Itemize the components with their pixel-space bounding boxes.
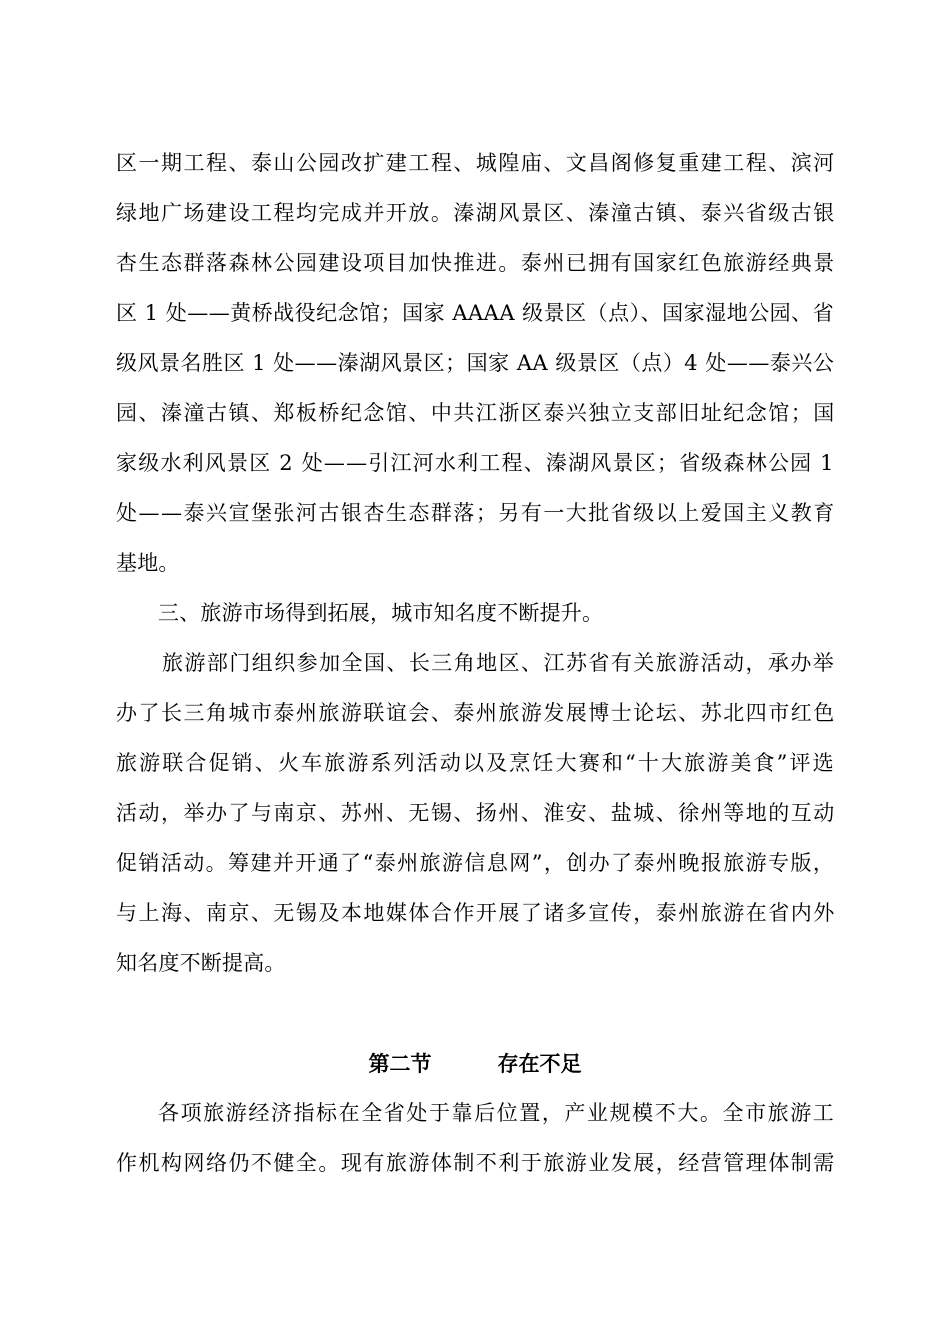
paragraph1-line-7: 家级水利风景区 2 处——引江河水利工程、溱湖风景区；省级森林公园 1 — [116, 451, 835, 475]
section3-heading: 三、旅游市场得到拓展，城市知名度不断提升。 — [158, 601, 604, 625]
paragraph1-line-9: 基地。 — [116, 551, 180, 575]
paragraph1-line-8: 处——泰兴宣堡张河古银杏生态群落；另有一大批省级以上爱国主义教育 — [116, 501, 836, 525]
paragraph3-line-2: 作机构网络仍不健全。现有旅游体制不利于旅游业发展，经营管理体制需 — [116, 1151, 836, 1175]
paragraph3-line-1: 各项旅游经济指标在全省处于靠后位置，产业规模不大。全市旅游工 — [158, 1101, 836, 1125]
paragraph1-line-6: 园、溱潼古镇、郑板桥纪念馆、中共江浙区泰兴独立支部旧址纪念馆；国 — [116, 401, 836, 425]
section-name: 存在不足 — [497, 1052, 582, 1076]
paragraph2-line-2: 办了长三角城市泰州旅游联谊会、泰州旅游发展博士论坛、苏北四市红色 — [116, 701, 836, 725]
paragraph1-line-3: 杏生态群落森林公园建设项目加快推进。泰州已拥有国家红色旅游经典景 — [116, 251, 836, 275]
paragraph2-line-3: 旅游联合促销、火车旅游系列活动以及烹饪大赛和“十大旅游美食”评选 — [116, 751, 836, 775]
paragraph2-line-6: 与上海、南京、无锡及本地媒体合作开展了诸多宣传，泰州旅游在省内外 — [116, 901, 836, 925]
paragraph2-line-5: 促销活动。筹建并开通了“泰州旅游信息网”，创办了泰州晚报旅游专版， — [116, 851, 836, 875]
paragraph2-line-1: 旅游部门组织参加全国、长三角地区、江苏省有关旅游活动，承办举 — [162, 651, 836, 675]
paragraph2-line-7: 知名度不断提高。 — [116, 951, 286, 975]
paragraph1-line-2: 绿地广场建设工程均完成并开放。溱湖风景区、溱潼古镇、泰兴省级古银 — [116, 201, 836, 225]
section-title — [0, 1049, 950, 1079]
paragraph1-line-4: 区 1 处——黄桥战役纪念馆；国家 AAAA 级景区（点）、国家湿地公园、省 — [116, 301, 835, 325]
section-number: 第二节 — [368, 1052, 432, 1076]
paragraph1-line-1: 区一期工程、泰山公园改扩建工程、城隍庙、文昌阁修复重建工程、滨河 — [116, 151, 836, 175]
paragraph2-line-4: 活动，举办了与南京、苏州、无锡、扬州、淮安、盐城、徐州等地的互动 — [116, 801, 836, 825]
paragraph1-line-5: 级风景名胜区 1 处——溱湖风景区；国家 AA 级景区（点）4 处——泰兴公 — [116, 351, 835, 375]
